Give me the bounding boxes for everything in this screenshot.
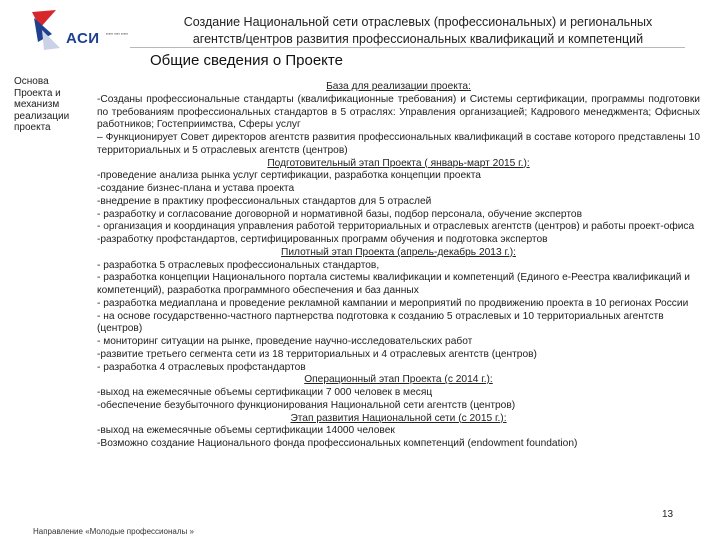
header-divider [130, 47, 685, 48]
header-line-2: агентств/центров развития профессиональных квалификаций и компетенций [192, 32, 644, 46]
pilot-item: - разработка 5 отраслевых профессиональных стандартов, [97, 259, 380, 271]
base-heading: База для реализации проекта: [326, 81, 471, 92]
prep-item: -разработку профстандартов, сертифицированных программ обучения и подготовка экспертов [97, 234, 548, 245]
pilot-item: - разработка медиаплана и проведение рекламной кампании и мероприятий по продвижению проекта в 10 регионах России [97, 297, 689, 309]
pilot-heading: Пилотный этап Проекта (апрель-декабрь 2013 г.): [281, 246, 516, 258]
operational-item: -выход на ежемесячные объемы сертификации 7 000 человек в месяц [97, 387, 433, 398]
page-title: Общие сведения о Проекте [150, 52, 343, 69]
development-item: -выход на ежемесячные объемы сертификации 14000 человек [97, 425, 395, 437]
prep-item: -внедрение в практику профессиональных стандартов для 5 отраслей [97, 195, 432, 207]
development-heading: Этап развития Национальной сети (с 2015 г.): [290, 412, 507, 424]
pilot-item: - разработка концепции Национального портала системы квалификации и компетенций (Единого е-Реестра квалификаций и компетенций), разработка программного обеспечения и баз данных [97, 272, 690, 296]
header-line-1: Создание Национальной сети отраслевых (профессиональных) и региональных [183, 15, 653, 29]
prep-item: - организация и координация управления работой территориальных и отраслевых агентств (центров) и работы проект-офиса [97, 221, 695, 233]
asi-logo [30, 8, 130, 53]
footer-text: Направление «Молодые профессионалы » [33, 527, 194, 536]
development-item: -Возможно создание Национального фонда профессиональных компетенций (endowment foundation) [97, 438, 578, 449]
prep-item: -создание бизнес-плана и устава проекта [97, 183, 295, 194]
pilot-item: - на основе государственно-частного партнерства подготовка к созданию 5 отраслевых и 10 территориальных агентств (центров) [97, 310, 664, 335]
page-number: 13 [662, 509, 674, 520]
operational-item: -обеспечение безубыточного функционирования Национальной сети агентств (центров) [97, 399, 516, 411]
base-paragraph-1: -Созданы профессиональные стандарты (квалификационные требования) и Системы сертификации, программы подготовки по требованиям профессиональных стандартов в 5 отраслях: Управления организацией; Кадрового менеджмента; Офисных работников; Гостеприимства, Сферы услуг [97, 93, 700, 131]
prep-item: -проведение анализа рынка услуг сертификации, разработка концепции проекта [97, 170, 481, 182]
arrow-logo-icon [30, 8, 70, 53]
pilot-item: - мониторинг ситуации на рынке, проведение научно-исследовательских работ [97, 336, 473, 347]
pilot-item: -развитие третьего сегмента сети из 18 территориальных и 4 отраслевых агентств (центров) [97, 348, 537, 360]
header-title [138, 14, 698, 48]
logo-subtitle-graphic: ▪▪▪▪▪ ▪▪▪▪ ▪▪▪▪▪ [106, 31, 129, 36]
prep-heading: Подготовительный этап Проекта ( январь-март 2015 г.): [267, 157, 530, 169]
pilot-item: - разработка 4 отраслевых профстандартов [97, 361, 306, 373]
base-paragraph-2: – Функционирует Совет директоров агентств развития профессиональных квалификаций в составе которого представлены 10 территориальных и 5 отраслевых агентств (центров) [97, 132, 700, 156]
logo-name: АСИ [66, 30, 100, 47]
sidebar-label: Основа Проекта и механизм реализации проекта [14, 76, 70, 134]
operational-heading: Операционный этап Проекта (с 2014 г.): [304, 374, 493, 386]
prep-item: - разработку и согласование договорной и нормативной базы, подбор персонала, обучение экспертов [97, 208, 583, 220]
sidebar-label-box [14, 76, 76, 134]
content-body [97, 81, 700, 451]
